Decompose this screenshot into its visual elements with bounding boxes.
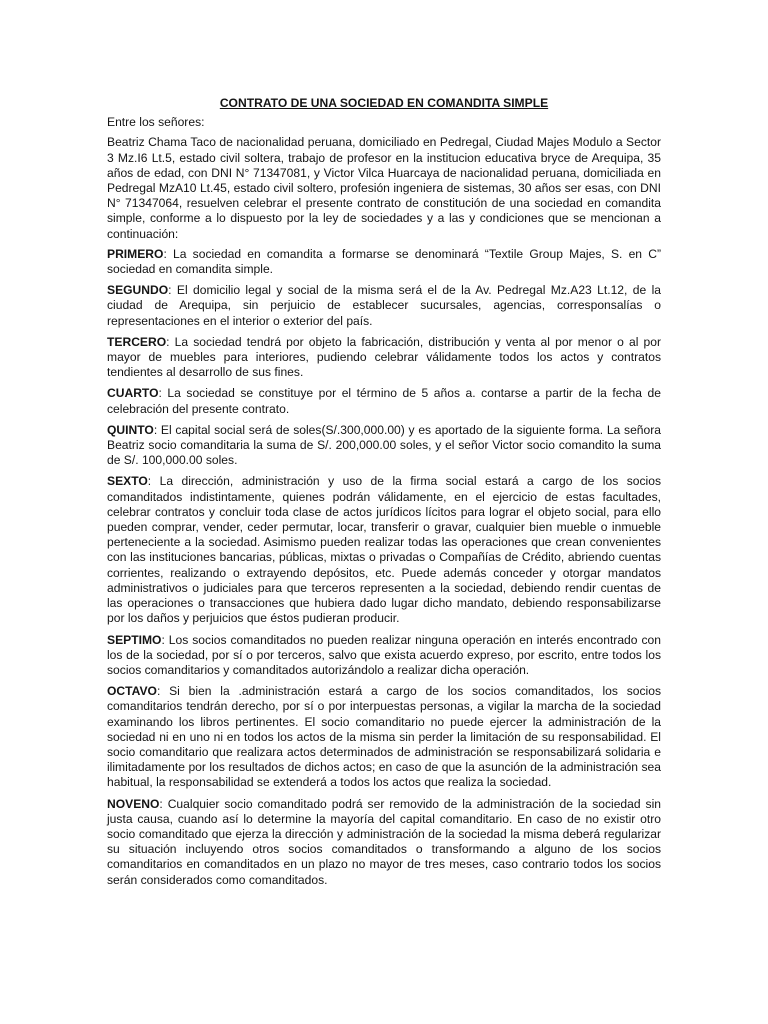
clause-primero: [107, 247, 661, 277]
clause-text: : La dirección, administración y uso de la firma social estará a cargo de los socios comanditados indistintamente, quienes podrán válidamente, en el ejercicio de estas facultades, celebrar contratos y concluir toda clase de actos jurídicos lícitos para lograr el objeto social, para ello pueden comprar, vender, ceder permutar, locar, transferir o gravar, cualquier bien mueble o inmueble perteneciente a la sociedad. Asimismo pueden realizar todas las operaciones que crean convenientes con las instituciones bancarias, públicas, mixtas o privadas o Compañías de Crédito, abriendo cuentas corrientes, realizando o extrayendo depósitos, etc. Puede además conceder y otorgar mandatos administrativos o judiciales para que terceros representen a la sociedad, debiendo rendir cuentas de las operaciones o transacciones que hubiera dado lugar dicho mandato, debiendo responsabilizarse por los daños y perjuicios que éstos pudieran producir.: [107, 474, 661, 626]
clause-text: : Si bien la .administración estará a cargo de los socios comanditados, los socios comanditarios tendrán derecho, por sí o por interpuestas personas, a vigilar la marcha de la sociedad examinando los libros pertinentes. El socio comanditario no puede ejercer la administración de la sociedad ni en uno ni en todos los actos de la misma sin perder la limitación de su responsabilidad. El socio comanditario que realizara actos determinados de administración se responsabilizará solidaria e ilimitadamente por los resultados de dichos actos; en caso de que la asunción de la administración sea habitual, la responsabilidad se extenderá a todos los actos que realiza la sociedad.: [107, 684, 661, 790]
document-title: CONTRATO DE UNA SOCIEDAD EN COMANDITA SIMPLE: [219, 96, 549, 110]
clause-segundo: [107, 283, 661, 329]
clause-septimo: [107, 633, 661, 679]
clause-text: : La sociedad se constituye por el término de 5 años a. contarse a partir de la fecha de celebración del presente contrato.: [107, 386, 661, 416]
document-page: [107, 96, 661, 894]
clause-text: : La sociedad tendrá por objeto la fabricación, distribución y venta al por menor o al por mayor de muebles para interiores, pudiendo celebrar válidamente todos los actos y contratos tendientes al desarrollo de sus fines.: [107, 334, 661, 380]
clause-label: PRIMERO: [107, 246, 164, 261]
parties-paragraph: Beatriz Chama Taco de nacionalidad peruana, domiciliado en Pedregal, Ciudad Majes Modulo a Sector 3 Mz.I6 Lt.5, estado civil soltera, trabajo de profesor en la institucion educativa bryce de Arequipa, 35 años de edad, con DNI N° 71347081, y Victor Vilca Huarcaya de nacionalidad peruana, domiciliada en Pedregal MzA10 Lt.45, estado civil soltero, profesión ingeniera de sistemas, 30 años ser esas, con DNI N° 71347064, resuelven celebrar el presente contrato de constitución de una sociedad en comandita simple, conforme a lo dispuesto por la ley de sociedades y a las y condiciones que se mencionan a continuación:: [107, 135, 661, 241]
clause-label: OCTAVO: [107, 684, 157, 699]
clause-label: SEGUNDO: [107, 283, 169, 298]
clause-label: QUINTO: [107, 422, 154, 437]
clause-quinto: [107, 423, 661, 469]
clause-octavo: [107, 684, 661, 790]
clause-text: : Cualquier socio comanditado podrá ser removido de la administración de la sociedad sin justa causa, cuando así lo determine la mayoría del capital comanditario. En caso de no existir otro socio comanditado que ejerza la dirección y administración de la sociedad la misma deberá regularizar su situación incluyendo otros socios comanditados o transformando a alguno de los socios comanditarios en comanditados en un plazo no mayor de tres meses, caso contrario todos los socios serán considerados como comanditados.: [107, 796, 661, 887]
clause-tercero: [107, 335, 661, 381]
clause-text: : Los socios comanditados no pueden realizar ninguna operación en interés encontrado con los de la sociedad, por sí o por terceros, salvo que exista acuerdo expreso, por escrito, entre todos los socios comanditarios y comanditados autorizándolo a realizar dicha operación.: [107, 632, 661, 677]
clause-text: : El capital social será de soles(S/.300,000.00) y es aportado de la siguiente forma. La señora Beatriz socio comanditaria la suma de S/. 200,000.00 soles, y el señor Victor socio comandito la suma de S/. 100,000.00 soles.: [107, 422, 661, 468]
clause-label: TERCERO: [107, 334, 167, 349]
clause-label: CUARTO: [107, 386, 159, 401]
intro-line: Entre los señores:: [107, 115, 205, 130]
clause-label: SEXTO: [107, 474, 148, 489]
clause-cuarto: [107, 386, 661, 416]
clause-noveno: [107, 797, 661, 888]
clause-text: : La sociedad en comandita a formarse se denominará “Textile Group Majes, S. en C” sociedad en comandita simple.: [107, 246, 661, 277]
clause-label: NOVENO: [107, 796, 160, 811]
clause-sexto: [107, 474, 661, 626]
clause-label: SEPTIMO: [107, 632, 162, 647]
clause-text: : El domicilio legal y social de la misma será el de la Av. Pedregal Mz.A23 Lt.12, de la ciudad de Arequipa, sin perjuicio de establecer sucursales, agencias, corresponsalías o representaciones en el interior o exterior del país.: [107, 283, 661, 328]
